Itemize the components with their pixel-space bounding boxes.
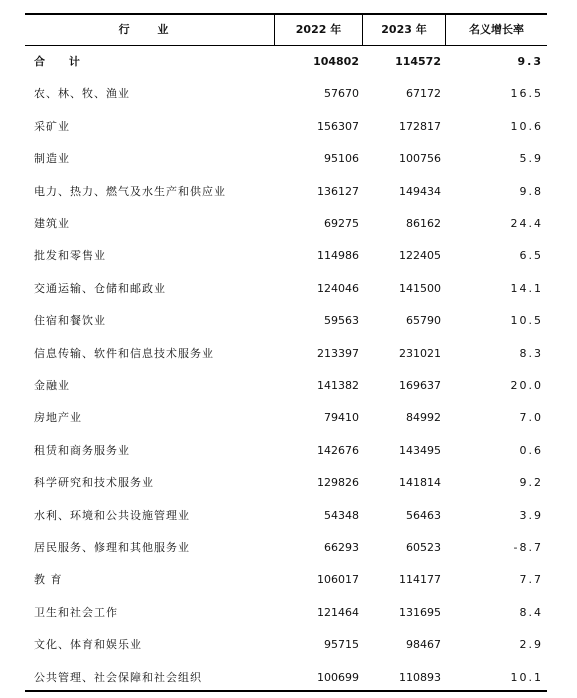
- industry-name: 水利、环境和公共设施管理业: [34, 508, 190, 522]
- growth-rate: 7.0: [519, 411, 543, 425]
- header-2023: 2023 年: [381, 23, 427, 36]
- table-row: [25, 240, 547, 272]
- value-2023: 98467: [406, 638, 441, 652]
- value-2022: 54348: [324, 508, 359, 522]
- table-row: [25, 597, 547, 629]
- value-2023: 56463: [406, 508, 441, 522]
- value-2023: 141500: [399, 281, 441, 295]
- value-2023: 122405: [399, 249, 441, 263]
- table-row: [25, 500, 547, 532]
- value-2022: 66293: [324, 541, 359, 554]
- growth-rate: 14.1: [510, 281, 543, 295]
- industry-name: 交通运输、仓储和邮政业: [34, 281, 166, 295]
- value-2022: 142676: [317, 443, 359, 457]
- value-2022: 213397: [317, 346, 359, 360]
- table-row: [25, 273, 547, 305]
- table-row: [25, 564, 547, 596]
- value-2022: 100699: [317, 670, 359, 684]
- growth-rate: 10.5: [510, 314, 543, 328]
- growth-rate: 5.9: [519, 152, 543, 166]
- value-2023: 114177: [399, 573, 441, 587]
- industry-name: 租赁和商务服务业: [34, 443, 130, 457]
- value-2023: 86162: [406, 217, 441, 230]
- value-2022: 69275: [324, 217, 359, 230]
- header-industry: 行 业: [118, 23, 181, 36]
- table-row: [25, 532, 547, 564]
- growth-rate: 20.0: [510, 379, 543, 392]
- value-2023: 67172: [406, 87, 441, 101]
- header-2022: 2022 年: [295, 23, 342, 36]
- growth-rate: 10.6: [510, 119, 543, 133]
- value-2022: 95715: [324, 638, 359, 652]
- table-row-total: [25, 46, 547, 78]
- table-row: [25, 435, 547, 467]
- industry-name: 电力、热力、燃气及水生产和供应业: [34, 184, 226, 198]
- value-2023: 143495: [399, 443, 441, 457]
- growth-rate: 7.7: [519, 573, 543, 587]
- value-2022: 129826: [317, 476, 359, 490]
- table-row: [25, 143, 547, 175]
- growth-rate: 8.4: [519, 605, 543, 619]
- value-2022: 106017: [317, 573, 359, 587]
- header-growth: 名义增长率: [469, 23, 524, 36]
- value-2022: 156307: [317, 119, 359, 133]
- value-2022: 57670: [324, 87, 359, 101]
- growth-rate: 10.1: [510, 670, 543, 684]
- value-2022: 136127: [317, 184, 359, 198]
- growth-rate: 0.6: [519, 443, 543, 457]
- value-2023: 169637: [399, 379, 441, 392]
- value-2023: 60523: [406, 541, 441, 554]
- growth-rate: -8.7: [513, 541, 543, 554]
- table-row: [25, 467, 547, 499]
- industry-name: 金融业: [34, 379, 70, 392]
- growth-rate: 9.2: [519, 476, 543, 490]
- value-2022: 95106: [324, 152, 359, 166]
- growth-rate: 16.5: [510, 87, 543, 101]
- value-2022: 124046: [317, 281, 359, 295]
- value-2023: 84992: [406, 411, 441, 425]
- value-2023: 110893: [399, 670, 441, 684]
- value-2023: 100756: [399, 152, 441, 166]
- industry-name: 批发和零售业: [34, 249, 106, 263]
- value-2022: 79410: [324, 411, 359, 425]
- table-row: [25, 78, 547, 110]
- industry-name: 文化、体育和娱乐业: [34, 638, 142, 652]
- growth-rate: 8.3: [519, 346, 543, 360]
- growth-rate: 9.3: [517, 55, 543, 68]
- growth-rate: 24.4: [510, 217, 543, 230]
- table-row: [25, 208, 547, 240]
- table-row: [25, 338, 547, 370]
- industry-name: 卫生和社会工作: [34, 605, 118, 619]
- industry-name: 建筑业: [34, 217, 70, 230]
- value-2023: 149434: [399, 184, 441, 198]
- table-row: [25, 370, 547, 402]
- value-2023: 65790: [406, 314, 441, 328]
- industry-name: 农、林、牧、渔业: [34, 87, 130, 101]
- growth-rate: 3.9: [519, 508, 543, 522]
- industry-name: 合 计: [34, 55, 90, 68]
- value-2023: 114572: [395, 55, 441, 68]
- industry-name: 房地产业: [34, 411, 82, 425]
- industry-name: 科学研究和技术服务业: [34, 476, 154, 490]
- growth-rate: 6.5: [519, 249, 543, 263]
- value-2023: 141814: [399, 476, 441, 490]
- wage-table: [25, 13, 547, 692]
- table-bottom-rule: [25, 690, 547, 692]
- value-2022: 104802: [313, 55, 359, 68]
- growth-rate: 2.9: [519, 638, 543, 652]
- industry-name: 信息传输、软件和信息技术服务业: [34, 346, 214, 360]
- growth-rate: 9.8: [519, 184, 543, 198]
- industry-name: 采矿业: [34, 119, 70, 133]
- industry-name: 教 育: [34, 573, 63, 587]
- table-row: [25, 402, 547, 434]
- industry-name: 公共管理、社会保障和社会组织: [34, 670, 202, 684]
- value-2022: 121464: [317, 605, 359, 619]
- table-row: [25, 111, 547, 143]
- table-row: [25, 305, 547, 337]
- industry-name: 制造业: [34, 152, 70, 166]
- industry-name: 居民服务、修理和其他服务业: [34, 541, 190, 554]
- table-row: [25, 176, 547, 208]
- industry-name: 住宿和餐饮业: [34, 314, 106, 328]
- value-2023: 172817: [399, 119, 441, 133]
- table-row: [25, 629, 547, 661]
- value-2022: 59563: [324, 314, 359, 328]
- value-2023: 131695: [399, 605, 441, 619]
- value-2023: 231021: [399, 346, 441, 360]
- value-2022: 141382: [317, 379, 359, 392]
- value-2022: 114986: [317, 249, 359, 263]
